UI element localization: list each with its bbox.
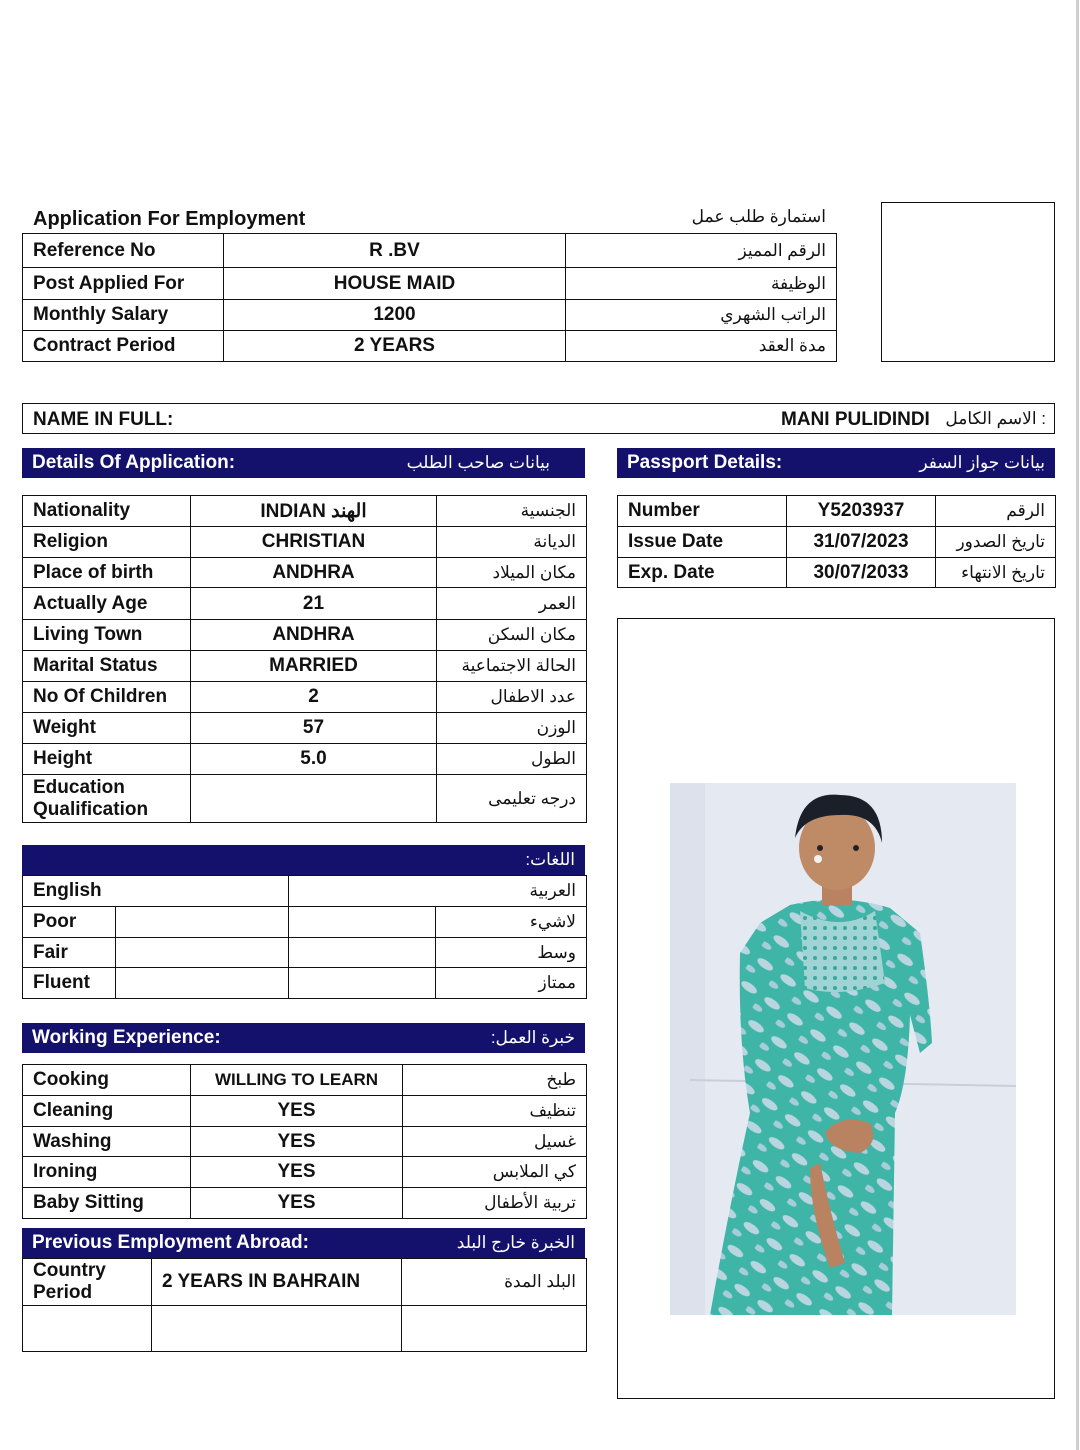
languages-title-ar: اللغات: bbox=[525, 850, 575, 869]
fair-label: Fair bbox=[23, 938, 116, 968]
details-row bbox=[23, 651, 587, 682]
arabic-poor-cell bbox=[289, 907, 436, 938]
language-row bbox=[23, 938, 587, 968]
abroad-empty-cell bbox=[23, 1306, 152, 1352]
details-row bbox=[23, 496, 587, 527]
language-header-row bbox=[23, 876, 587, 907]
cooking-value: WILLING TO LEARN bbox=[191, 1065, 403, 1096]
abroad-title-ar: الخبرة خارج البلد bbox=[456, 1233, 575, 1252]
fluent-label: Fluent bbox=[23, 968, 116, 999]
salary-value: 1200 bbox=[224, 300, 566, 331]
reference-label-ar: الرقم المميز bbox=[566, 234, 837, 268]
cooking-label-ar: طبخ bbox=[403, 1065, 587, 1096]
experience-row bbox=[23, 1065, 587, 1096]
washing-label-ar: غسيل bbox=[403, 1127, 587, 1157]
exp-date-value: 30/07/2033 bbox=[787, 558, 936, 588]
contract-label: Contract Period bbox=[23, 331, 224, 362]
poor-label-ar: لاشيء bbox=[436, 907, 587, 938]
passport-number-value: Y5203937 bbox=[787, 496, 936, 527]
form-title-en: Application For Employment bbox=[33, 208, 306, 230]
passport-photo-placeholder bbox=[881, 202, 1055, 362]
arabic-fair-cell bbox=[289, 938, 436, 968]
post-label: Post Applied For bbox=[23, 268, 224, 300]
passport-row bbox=[618, 558, 1056, 588]
experience-row bbox=[23, 1096, 587, 1127]
english-poor-cell bbox=[116, 907, 289, 938]
passport-table bbox=[617, 495, 1056, 588]
experience-table bbox=[22, 1064, 587, 1219]
page-edge-divider bbox=[1076, 0, 1079, 1450]
cleaning-value: YES bbox=[191, 1096, 403, 1127]
reference-label: Reference No bbox=[23, 234, 224, 268]
height-value: 5.0 bbox=[191, 744, 437, 775]
ironing-label: Ironing bbox=[23, 1157, 191, 1188]
washing-label: Washing bbox=[23, 1127, 191, 1157]
abroad-empty-cell bbox=[402, 1306, 587, 1352]
marital-label-ar: الحالة الاجتماعية bbox=[437, 651, 587, 682]
baby-sitting-label: Baby Sitting bbox=[23, 1188, 191, 1219]
living-town-label-ar: مكان السكن bbox=[437, 620, 587, 651]
weight-label-ar: الوزن bbox=[437, 713, 587, 744]
full-name-label: NAME IN FULL: bbox=[33, 409, 174, 430]
person-silhouette-icon bbox=[670, 783, 1016, 1315]
passport-header-bar bbox=[617, 448, 1055, 478]
salary-label-ar: الراتب الشهري bbox=[566, 300, 837, 331]
contract-label-ar: مدة العقد bbox=[566, 331, 837, 362]
marital-value: MARRIED bbox=[191, 651, 437, 682]
post-value: HOUSE MAID bbox=[224, 268, 566, 300]
cooking-label: Cooking bbox=[23, 1065, 191, 1096]
passport-number-label: Number bbox=[618, 496, 787, 527]
marital-label: Marital Status bbox=[23, 651, 191, 682]
birthplace-label-ar: مكان الميلاد bbox=[437, 558, 587, 588]
nationality-label-ar: الجنسية bbox=[437, 496, 587, 527]
details-row bbox=[23, 744, 587, 775]
details-row bbox=[23, 713, 587, 744]
details-row bbox=[23, 558, 587, 588]
cleaning-label: Cleaning bbox=[23, 1096, 191, 1127]
abroad-row bbox=[23, 1259, 587, 1306]
living-town-value: ANDHRA bbox=[191, 620, 437, 651]
country-period-label-ar: البلد المدة bbox=[402, 1259, 587, 1306]
details-row bbox=[23, 775, 587, 823]
applicant-photo bbox=[670, 783, 1016, 1315]
language-row bbox=[23, 907, 587, 938]
passport-row bbox=[618, 527, 1056, 558]
english-fair-cell bbox=[116, 938, 289, 968]
issue-date-value: 31/07/2023 bbox=[787, 527, 936, 558]
living-town-label: Living Town bbox=[23, 620, 191, 651]
weight-label: Weight bbox=[23, 713, 191, 744]
language-arabic-label: العربية bbox=[289, 876, 587, 907]
language-row bbox=[23, 968, 587, 999]
summary-row-salary bbox=[23, 300, 837, 331]
weight-value: 57 bbox=[191, 713, 437, 744]
exp-date-label-ar: تاريخ الانتهاء bbox=[936, 558, 1056, 588]
full-name-box bbox=[22, 403, 1055, 434]
ironing-label-ar: كي الملابس bbox=[403, 1157, 587, 1188]
children-label: No Of Children bbox=[23, 682, 191, 713]
education-value bbox=[191, 775, 437, 823]
language-english-label: English bbox=[23, 876, 289, 907]
post-label-ar: الوظيفة bbox=[566, 268, 837, 300]
nationality-value: INDIAN الهند bbox=[191, 496, 437, 527]
arabic-fluent-cell bbox=[289, 968, 436, 999]
abroad-header-bar bbox=[22, 1228, 585, 1258]
full-name-value: MANI PULIDINDI bbox=[781, 409, 930, 430]
details-title: Details Of Application: bbox=[32, 452, 236, 473]
country-period-label: Country Period bbox=[23, 1259, 152, 1306]
height-label-ar: الطول bbox=[437, 744, 587, 775]
languages-header-bar bbox=[22, 845, 585, 875]
fluent-label-ar: ممتاز bbox=[436, 968, 587, 999]
reference-value: R .BV bbox=[224, 234, 566, 268]
religion-value: CHRISTIAN bbox=[191, 527, 437, 558]
cleaning-label-ar: تنظيف bbox=[403, 1096, 587, 1127]
washing-value: YES bbox=[191, 1127, 403, 1157]
salary-label: Monthly Salary bbox=[23, 300, 224, 331]
summary-row-post bbox=[23, 268, 837, 300]
summary-row-reference bbox=[23, 234, 837, 268]
baby-sitting-value: YES bbox=[191, 1188, 403, 1219]
baby-sitting-label-ar: تربية الأطفال bbox=[403, 1188, 587, 1219]
experience-row bbox=[23, 1188, 587, 1219]
exp-date-label: Exp. Date bbox=[618, 558, 787, 588]
religion-label: Religion bbox=[23, 527, 191, 558]
abroad-table bbox=[22, 1258, 587, 1352]
experience-header-bar bbox=[22, 1023, 585, 1053]
ironing-value: YES bbox=[191, 1157, 403, 1188]
experience-row bbox=[23, 1157, 587, 1188]
poor-label: Poor bbox=[23, 907, 116, 938]
languages-table bbox=[22, 875, 587, 999]
english-fluent-cell bbox=[116, 968, 289, 999]
age-label-ar: العمر bbox=[437, 588, 587, 620]
contract-value: 2 YEARS bbox=[224, 331, 566, 362]
birthplace-value: ANDHRA bbox=[191, 558, 437, 588]
details-header-bar bbox=[22, 448, 585, 478]
nationality-label: Nationality bbox=[23, 496, 191, 527]
abroad-row-empty bbox=[23, 1306, 587, 1352]
passport-title-ar: بيانات جواز السفر bbox=[919, 453, 1045, 472]
education-label-ar: درجه تعليمى bbox=[437, 775, 587, 823]
passport-title: Passport Details: bbox=[627, 452, 783, 473]
passport-number-label-ar: الرقم bbox=[936, 496, 1056, 527]
full-name-label-ar: : الاسم الكامل bbox=[945, 409, 1046, 428]
abroad-title: Previous Employment Abroad: bbox=[32, 1232, 309, 1253]
fair-label-ar: وسط bbox=[436, 938, 587, 968]
height-label: Height bbox=[23, 744, 191, 775]
age-label: Actually Age bbox=[23, 588, 191, 620]
summary-row-contract bbox=[23, 331, 837, 362]
details-table bbox=[22, 495, 587, 823]
experience-row bbox=[23, 1127, 587, 1157]
children-value: 2 bbox=[191, 682, 437, 713]
details-row bbox=[23, 682, 587, 713]
issue-date-label: Issue Date bbox=[618, 527, 787, 558]
children-label-ar: عدد الاطفال bbox=[437, 682, 587, 713]
passport-row bbox=[618, 496, 1056, 527]
details-row bbox=[23, 527, 587, 558]
age-value: 21 bbox=[191, 588, 437, 620]
country-period-value: 2 YEARS IN BAHRAIN bbox=[152, 1259, 402, 1306]
education-label: Education Qualification bbox=[23, 775, 191, 823]
issue-date-label-ar: تاريخ الصدور bbox=[936, 527, 1056, 558]
form-title-ar: استمارة طلب عمل bbox=[691, 207, 826, 226]
details-row bbox=[23, 588, 587, 620]
summary-table bbox=[22, 233, 837, 362]
abroad-empty-cell bbox=[152, 1306, 402, 1352]
details-row bbox=[23, 620, 587, 651]
birthplace-label: Place of birth bbox=[23, 558, 191, 588]
details-title-ar: بيانات صاحب الطلب bbox=[406, 453, 550, 472]
religion-label-ar: الديانة bbox=[437, 527, 587, 558]
experience-title: Working Experience: bbox=[32, 1027, 221, 1048]
experience-title-ar: خبرة العمل: bbox=[490, 1028, 575, 1047]
